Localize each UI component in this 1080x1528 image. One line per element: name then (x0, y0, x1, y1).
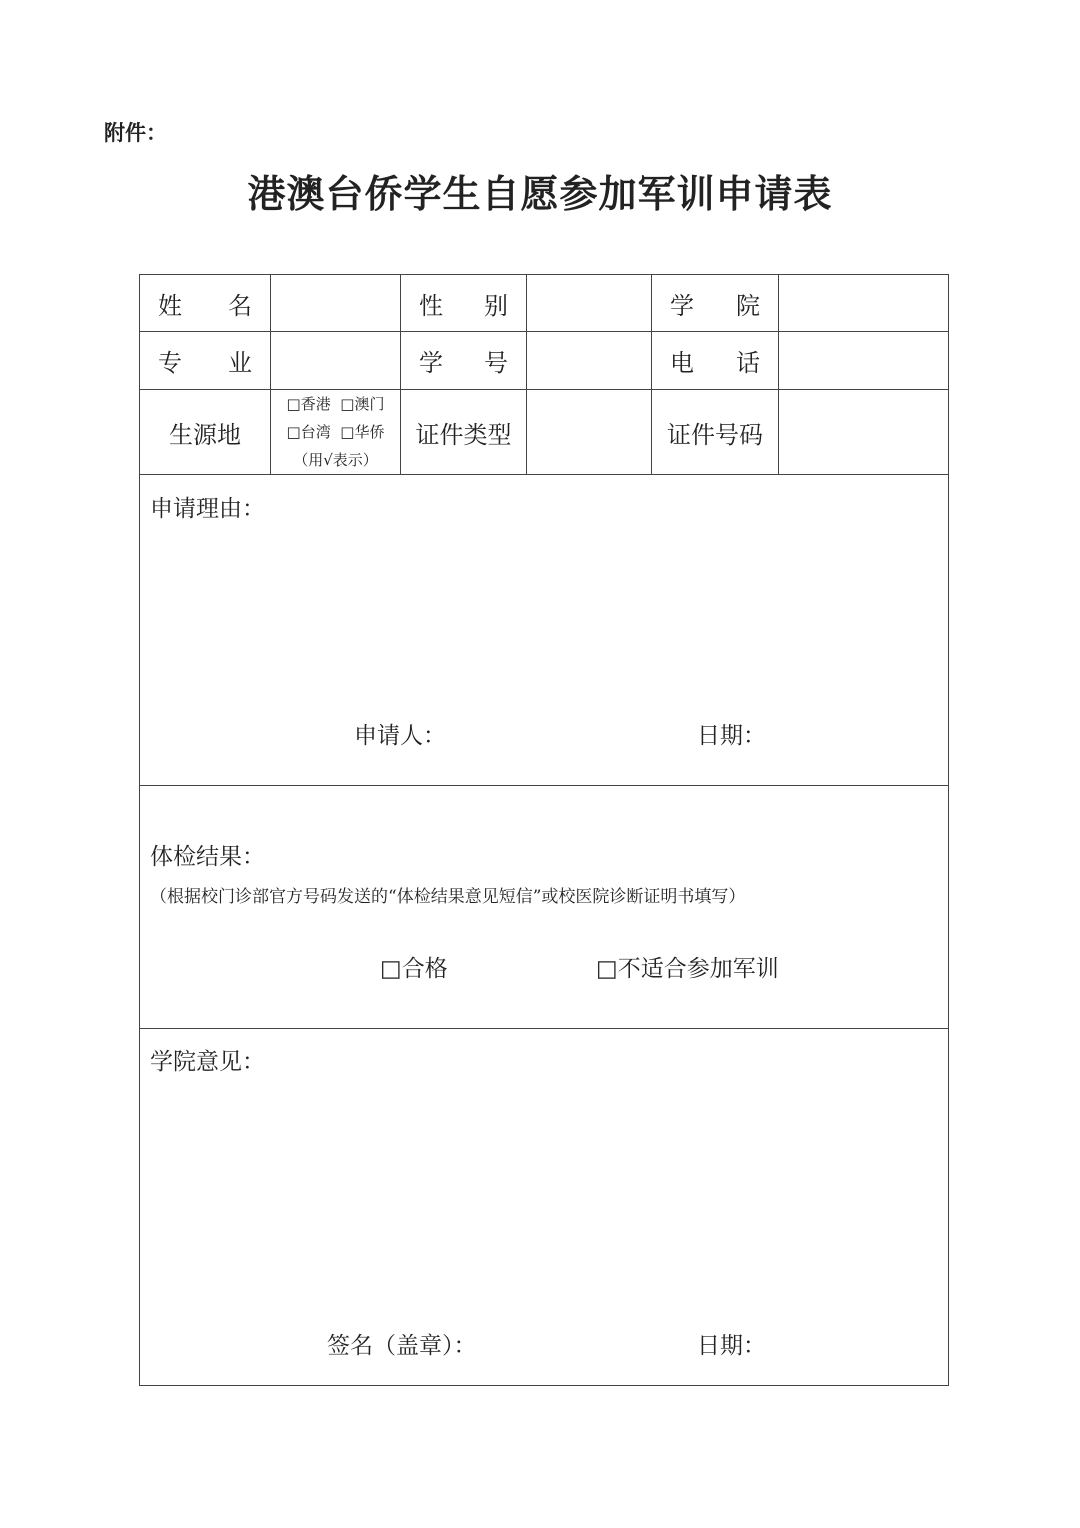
college-opinion-label: 学院意见： (150, 1049, 265, 1075)
checkbox-pass[interactable]: □合格 (380, 956, 448, 982)
opinion-date-label: 日期： (697, 1333, 766, 1359)
student-id-label: 学 号 (419, 349, 508, 377)
id-number-field[interactable] (779, 390, 948, 474)
reason-date-label: 日期： (697, 723, 766, 749)
college-opinion-field[interactable] (140, 1075, 948, 1305)
checkbox-hongkong[interactable]: □香港 (286, 395, 331, 413)
name-field[interactable] (271, 275, 400, 331)
medical-result-label: 体检结果： (150, 844, 265, 870)
college-label: 学 院 (670, 291, 760, 320)
phone-field[interactable] (779, 332, 948, 389)
page-title: 港澳台侨学生自愿参加军训申请表 (247, 171, 833, 216)
checkbox-macau[interactable]: □澳门 (340, 395, 385, 413)
checkbox-unfit[interactable]: □不适合参加军训 (596, 956, 779, 982)
divider (139, 1028, 949, 1029)
name-label: 姓 名 (158, 291, 252, 320)
id-type-field[interactable] (527, 390, 651, 474)
college-field[interactable] (779, 275, 948, 331)
checkbox-overseas-chinese[interactable]: □华侨 (340, 423, 385, 441)
gender-field[interactable] (527, 275, 651, 331)
divider (948, 274, 949, 1386)
major-label: 专 业 (158, 349, 252, 377)
applicant-label: 申请人： (354, 723, 446, 749)
divider (139, 474, 949, 475)
medical-note: （根据校门诊部官方号码发送的“体检结果意见短信”或校医院诊断证明书填写） (150, 887, 746, 907)
origin-options (271, 390, 400, 474)
student-id-field[interactable] (527, 332, 651, 389)
reason-field[interactable] (140, 520, 948, 700)
divider (139, 1385, 949, 1386)
signature-label: 签名（盖章）： (327, 1333, 477, 1359)
major-field[interactable] (271, 332, 400, 389)
attachment-label: 附件： (104, 121, 167, 145)
origin-hint: （用√表示） (293, 451, 378, 469)
reason-label: 申请理由： (150, 496, 265, 522)
id-number-label: 证件号码 (667, 420, 763, 449)
gender-label: 性 别 (419, 291, 508, 320)
checkbox-taiwan[interactable]: □台湾 (286, 423, 331, 441)
divider (139, 785, 949, 786)
phone-label: 电 话 (670, 349, 760, 377)
origin-label: 生源地 (169, 420, 241, 449)
id-type-label: 证件类型 (415, 420, 512, 449)
